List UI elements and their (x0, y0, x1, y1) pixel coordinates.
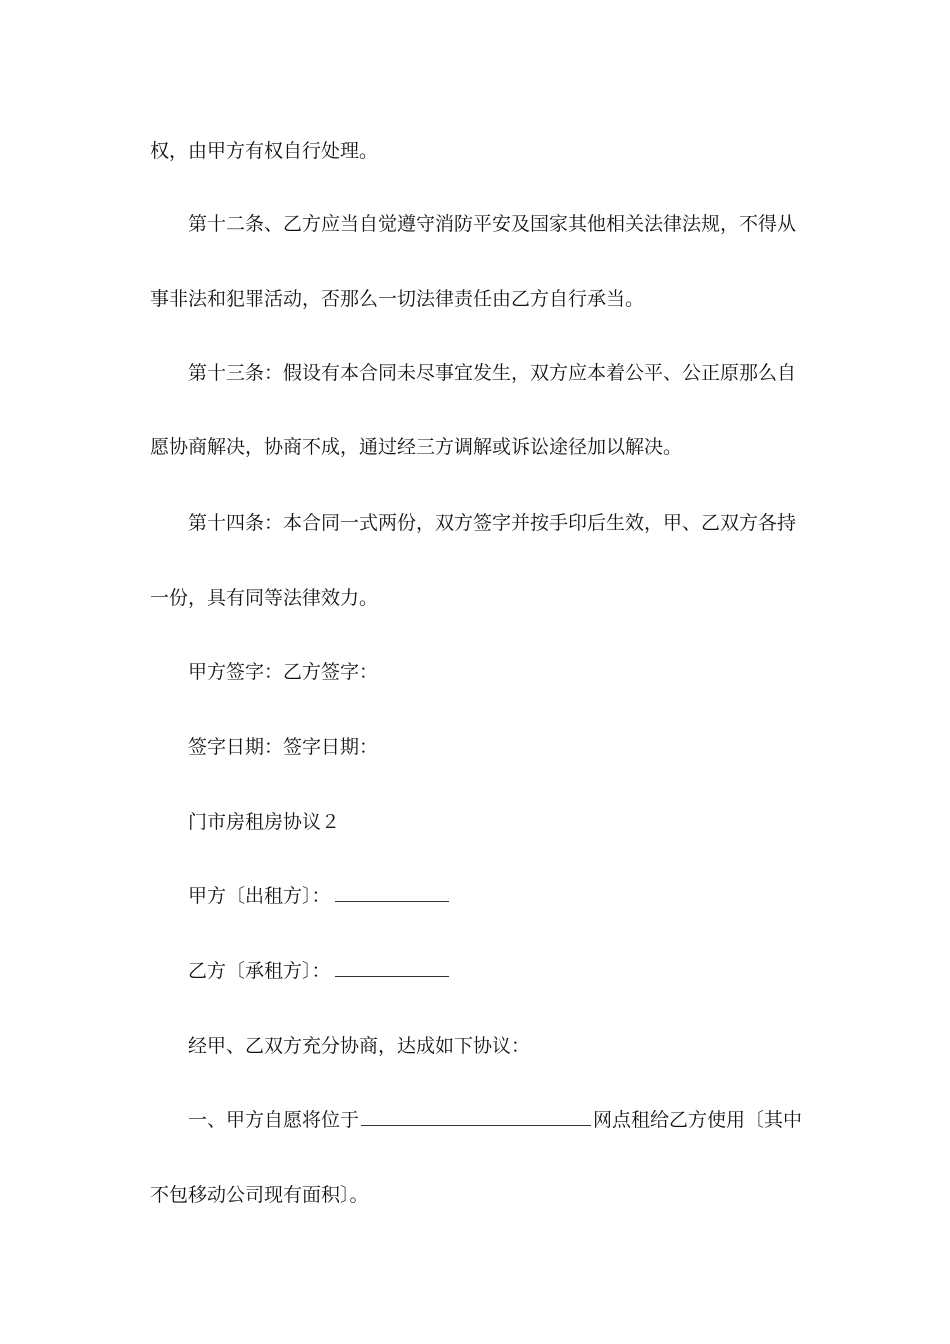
lessee-line (0, 957, 950, 985)
clause-14-line-1: 第十四条：本合同一式两份，双方签字并按手印后生效，甲、乙双方各持 (188, 512, 797, 534)
agreement-intro: 经甲、乙双方充分协商，达成如下协议： (188, 1035, 531, 1057)
item-1-line-1 (0, 1106, 950, 1134)
lessor-blank (335, 887, 449, 902)
agreement-title: 门市房租房协议２ (188, 811, 341, 833)
clause-13-line-2: 愿协商解决，协商不成，通过经三方调解或诉讼途径加以解决。 (150, 436, 683, 458)
clause-12-line-1: 第十二条、乙方应当自觉遵守消防平安及国家其他相关法律法规，不得从 (188, 213, 797, 235)
location-blank (361, 1111, 591, 1126)
lessee-label: 乙方〔承租方〕： (188, 960, 331, 982)
signature-date-line: 签字日期：签字日期： (188, 736, 379, 758)
signature-line: 甲方签字：乙方签字： (188, 661, 379, 683)
clause-13-line-1: 第十三条：假设有本合同未尽事宜发生，双方应本着公平、公正原那么自 (188, 362, 797, 384)
clause-12-line-2: 事非法和犯罪活动，否那么一切法律责任由乙方自行承当。 (150, 288, 645, 310)
paragraph-line: 权，由甲方有权自行处理。 (150, 140, 379, 162)
lessee-blank (335, 962, 449, 977)
item-1-text-b: 网点租给乙方使用〔其中 (593, 1109, 803, 1131)
lessor-line (0, 882, 950, 910)
item-1-line-2: 不包移动公司现有面积〕。 (150, 1184, 369, 1206)
clause-14-line-2: 一份，具有同等法律效力。 (150, 587, 379, 609)
lessor-label: 甲方〔出租方〕： (188, 885, 331, 907)
item-1-text-a: 一、甲方自愿将位于 (188, 1109, 360, 1131)
